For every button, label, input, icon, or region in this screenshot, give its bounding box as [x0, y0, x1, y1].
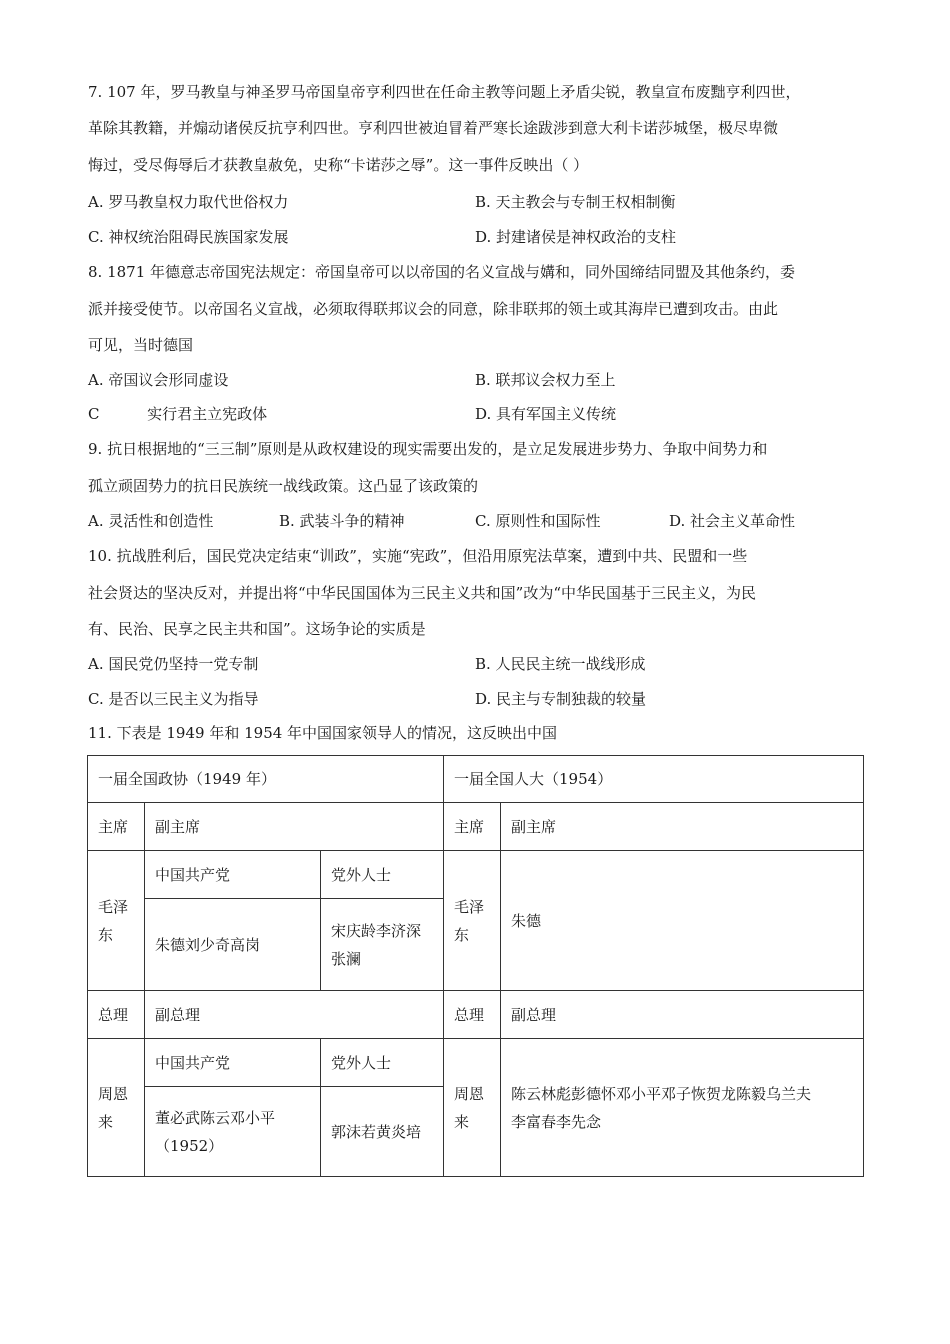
left-chair-name-line-1: 毛泽 — [98, 897, 129, 916]
left-vice-chair-label: 副主席 — [145, 803, 444, 851]
left-vice-chair-non-party-cell — [321, 899, 444, 991]
left-vice-premier-ccp-line-2: （1952） — [155, 1136, 224, 1155]
left-ccp-label-2: 中国共产党 — [145, 1039, 321, 1087]
right-premier-name-cell — [444, 1039, 501, 1177]
right-vice-premier-names-cell — [501, 1039, 864, 1177]
left-premier-name-line-2: 来 — [98, 1112, 114, 1131]
q11-stem: 11. 下表是 1949 年和 1954 年中国国家领导人的情况，这反映出中国 — [88, 724, 558, 742]
left-premier-label: 总理 — [88, 991, 145, 1039]
q8-stem-line-3: 可见，当时德国 — [88, 336, 194, 354]
q7-stem-line-2: 革除其教籍，并煽动诸侯反抗亨利四世。亨利四世被迫冒着严寒长途跋涉到意大利卡诺莎城堡，极尽卑微 — [88, 119, 779, 137]
left-vice-premier-label: 副总理 — [145, 991, 444, 1039]
left-vice-premier-ccp-line-1: 董必武陈云邓小平 — [155, 1108, 276, 1127]
right-vice-chair-names: 朱德 — [501, 851, 864, 991]
left-vice-chair-non-party-line-1: 宋庆龄李济深 — [331, 921, 422, 940]
q9-option-c: C. 原则性和国际性 — [475, 512, 601, 530]
left-chair-name-cell — [88, 851, 145, 991]
right-premier-name-line-1: 周恩 — [454, 1084, 485, 1103]
q8-option-c: C 实行君主立宪政体 — [88, 405, 268, 423]
left-ccp-label-1: 中国共产党 — [145, 851, 321, 899]
right-vice-premier-names-line-2: 李富春李先念 — [511, 1112, 602, 1131]
q10-option-d: D. 民主与专制独裁的较量 — [475, 690, 647, 708]
table-row — [88, 991, 864, 1039]
q8-stem-line-2: 派并接受使节。以帝国名义宣战，必须取得联邦议会的同意，除非联邦的领土或其海岸已遭到攻击。由此 — [88, 300, 779, 318]
q10-option-a: A. 国民党仍坚持一党专制 — [88, 655, 259, 673]
left-chair-label: 主席 — [88, 803, 145, 851]
table-row — [88, 803, 864, 851]
q8-option-a: A. 帝国议会形同虚设 — [88, 371, 229, 389]
q10-stem-line-3: 有、民治、民享之民主共和国”。这场争论的实质是 — [88, 620, 426, 638]
q10-option-b: B. 人民民主统一战线形成 — [475, 655, 646, 673]
left-chair-name-line-2: 东 — [98, 925, 114, 944]
q7-stem-line-3: 悔过，受尽侮辱后才获教皇赦免，史称“卡诺莎之辱”。这一事件反映出（ ） — [88, 156, 589, 174]
q10-stem-line-1: 10. 抗战胜利后，国民党决定结束“训政”，实施“宪政”，但沿用原宪法草案，遭到中共、民盟和一些 — [88, 547, 748, 565]
right-header-cell: 一届全国人大（1954） — [444, 756, 864, 803]
q10-stem-line-2: 社会贤达的坚决反对，并提出将“中华民国国体为三民主义共和国”改为“中华民国基于三民主义，为民 — [88, 584, 757, 602]
q8-stem-line-1: 8. 1871 年德意志帝国宪法规定：帝国皇帝可以以帝国的名义宣战与媾和，同外国缔结同盟及其他条约，委 — [88, 263, 796, 281]
right-premier-name-line-2: 来 — [454, 1112, 470, 1131]
q9-option-b: B. 武装斗争的精神 — [279, 512, 405, 530]
table-row — [88, 756, 864, 803]
q7-option-b: B. 天主教会与专制王权相制衡 — [475, 193, 676, 211]
q9-stem-line-2: 孤立顽固势力的抗日民族统一战线政策。这凸显了该政策的 — [88, 477, 479, 495]
left-vice-chair-non-party-line-2: 张澜 — [331, 949, 362, 968]
q9-option-d: D. 社会主义革命性 — [669, 512, 796, 530]
right-chair-label: 主席 — [444, 803, 501, 851]
q7-option-c: C. 神权统治阻碍民族国家发展 — [88, 228, 289, 246]
left-header-cell: 一届全国政协（1949 年） — [88, 756, 444, 803]
left-vice-premier-ccp-cell — [145, 1087, 321, 1177]
q9-stem-line-1: 9. 抗日根据地的“三三制”原则是从政权建设的现实需要出发的，是立足发展进步势力、争取中间势力和 — [88, 440, 768, 458]
right-vice-chair-label: 副主席 — [501, 803, 864, 851]
left-vice-premier-non-party-names: 郭沫若黄炎培 — [321, 1087, 444, 1177]
left-non-party-label-1: 党外人士 — [321, 851, 444, 899]
q7-option-d: D. 封建诸侯是神权政治的支柱 — [475, 228, 677, 246]
q8-option-d: D. 具有军国主义传统 — [475, 405, 617, 423]
right-vice-premier-names-line-1: 陈云林彪彭德怀邓小平邓子恢贺龙陈毅乌兰夫 — [511, 1084, 812, 1103]
left-premier-name-line-1: 周恩 — [98, 1084, 129, 1103]
right-chair-name-cell — [444, 851, 501, 991]
right-chair-name-line-2: 东 — [454, 925, 470, 944]
q7-option-a: A. 罗马教皇权力取代世俗权力 — [88, 193, 289, 211]
right-chair-name-line-1: 毛泽 — [454, 897, 485, 916]
leaders-table — [87, 755, 864, 1177]
q8-option-b: B. 联邦议会权力至上 — [475, 371, 616, 389]
left-non-party-label-2: 党外人士 — [321, 1039, 444, 1087]
right-vice-premier-label: 副总理 — [501, 991, 864, 1039]
q10-option-c: C. 是否以三民主义为指导 — [88, 690, 259, 708]
q9-option-a: A. 灵活性和创造性 — [88, 512, 214, 530]
left-premier-name-cell — [88, 1039, 145, 1177]
right-premier-label: 总理 — [444, 991, 501, 1039]
q7-stem-line-1: 7. 107 年，罗马教皇与神圣罗马帝国皇帝亨利四世在任命主教等问题上矛盾尖锐，教皇宣布废黜亨利四世， — [88, 83, 801, 101]
table-row — [88, 1039, 864, 1087]
table-row — [88, 851, 864, 899]
left-vice-chair-ccp-names: 朱德刘少奇高岗 — [145, 899, 321, 991]
